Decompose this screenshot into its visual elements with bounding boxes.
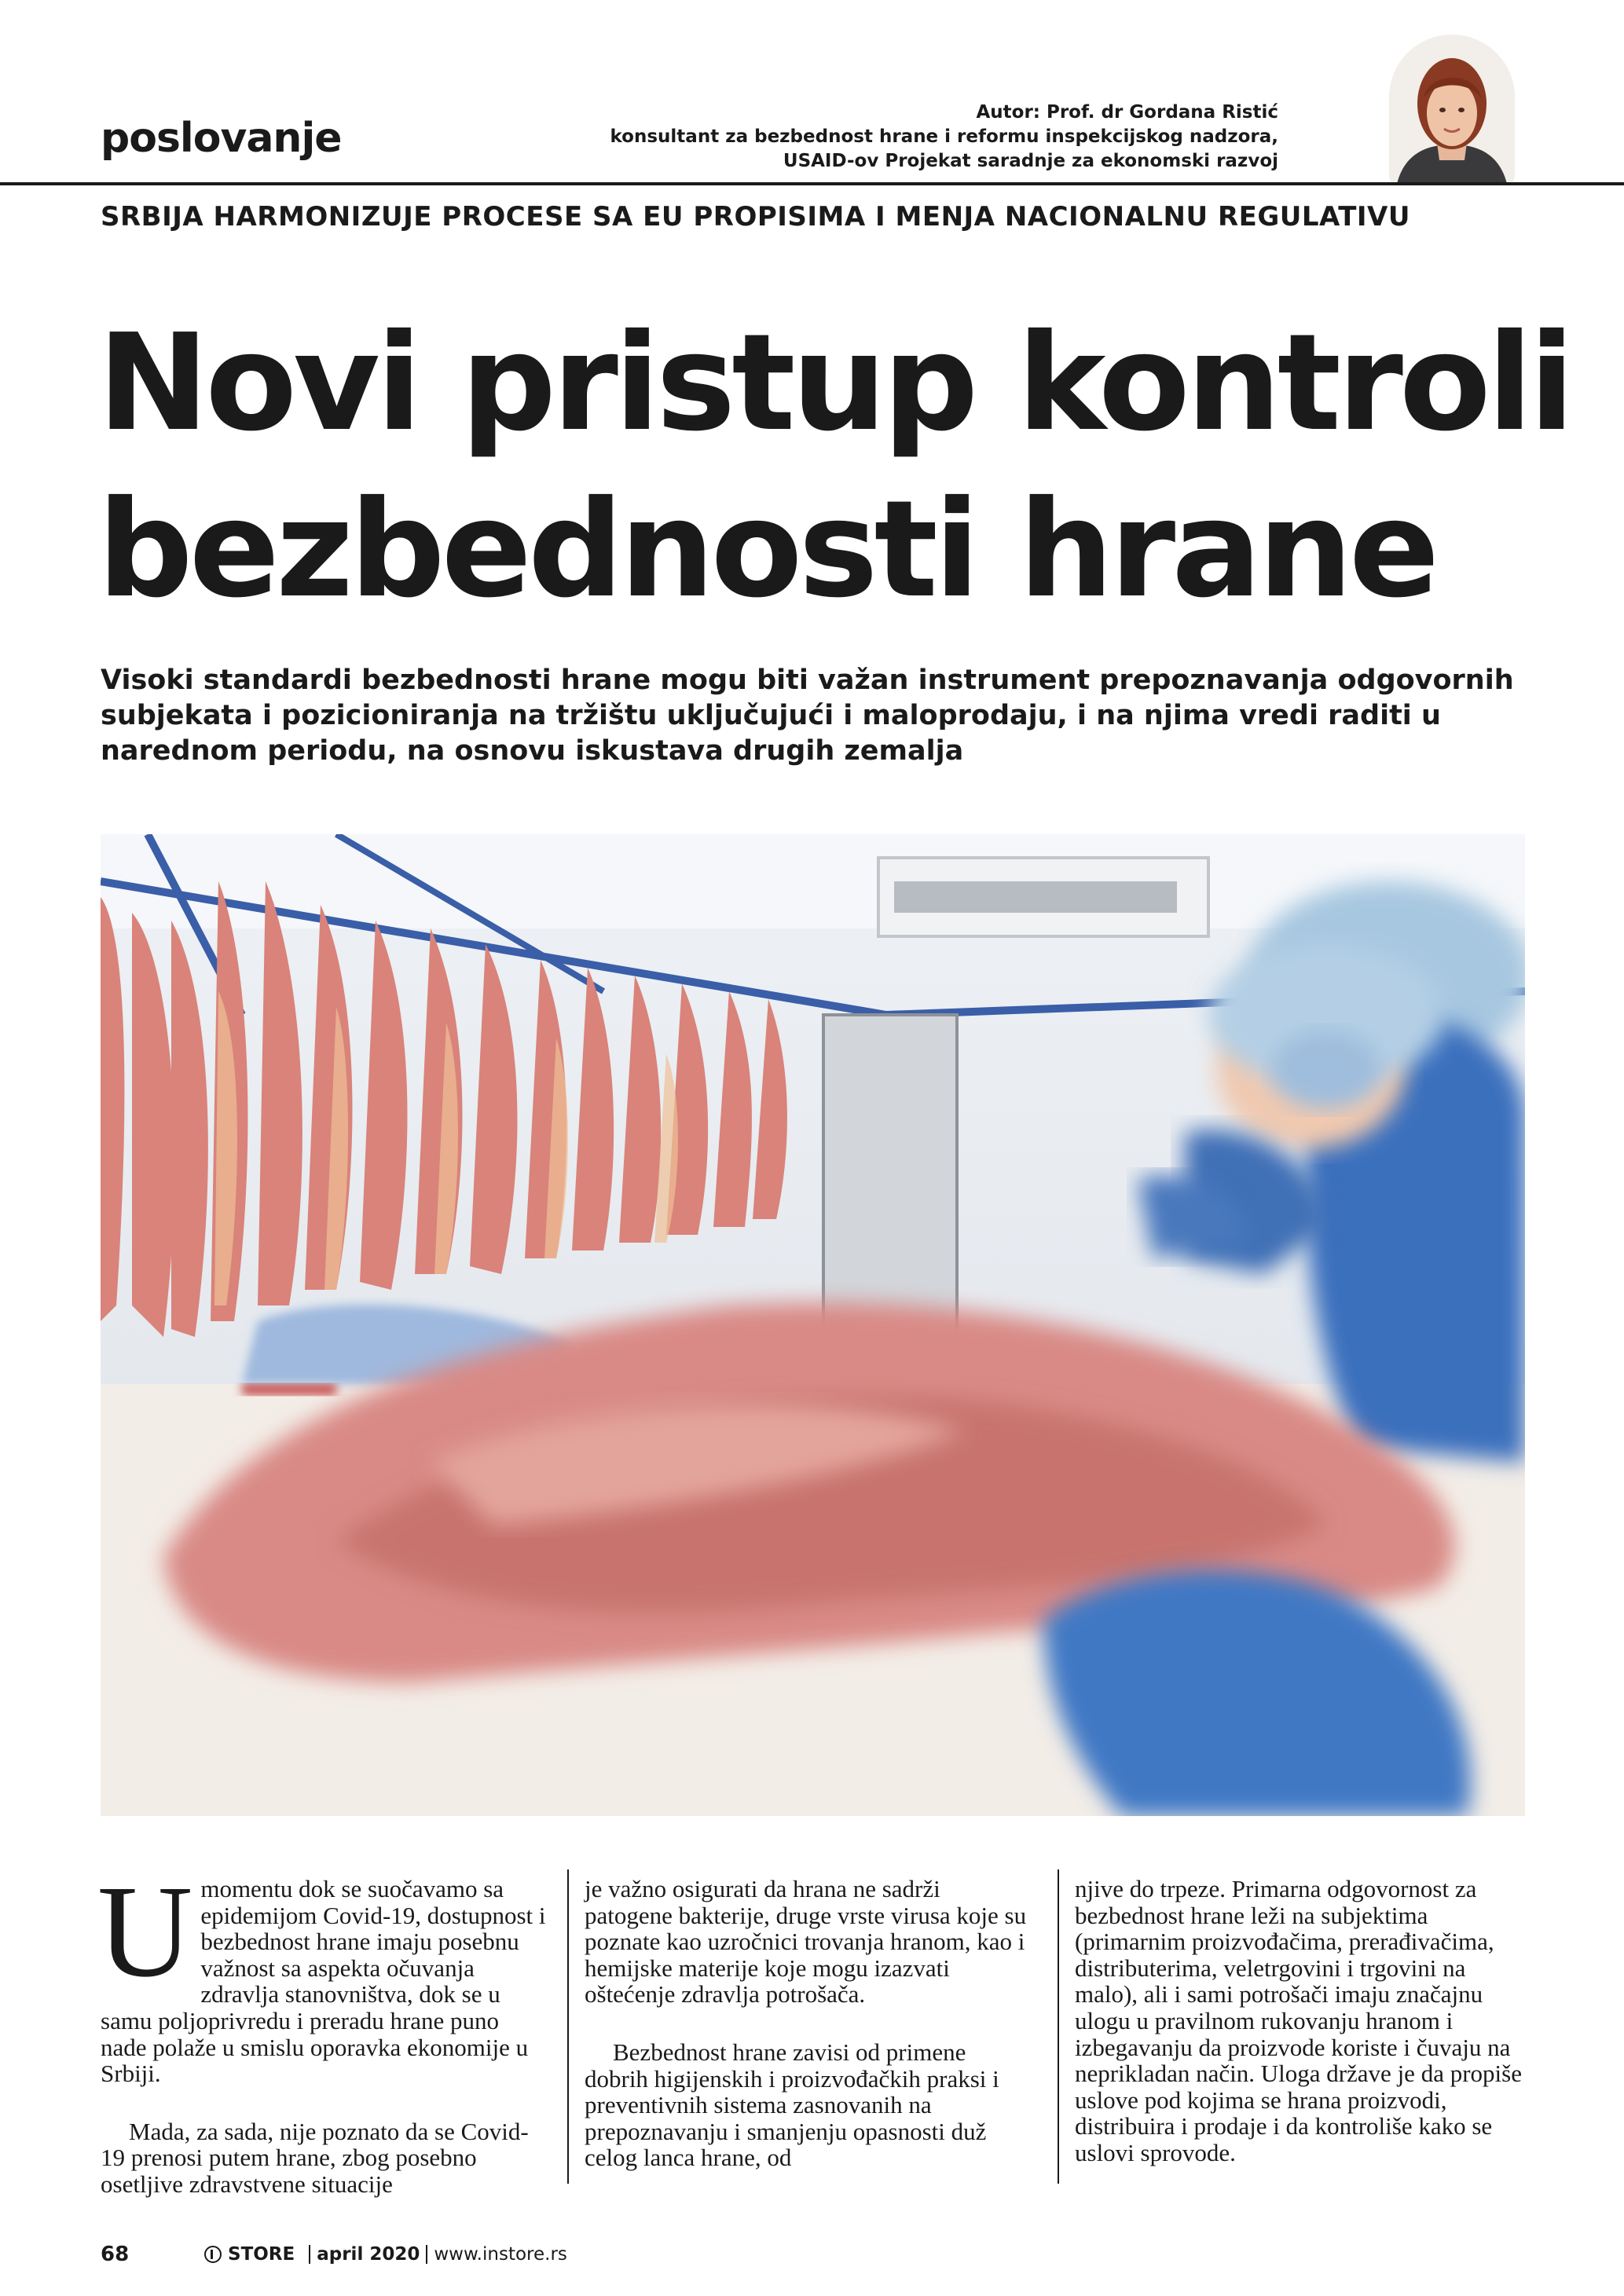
article-column-3 — [1075, 1876, 1523, 2198]
article-paragraph: Bezbednost hrane zavisi od primene dobrih higijenskih i proizvođačkih praksi i preventivnih sistema zasnovanih na prepoznavanju i smanjenju opasnosti duž celog lanca hrane, od — [585, 2038, 999, 2172]
footer-separator — [426, 2245, 427, 2264]
headline-line-2: bezbednosti hrane — [97, 472, 1436, 628]
article-paragraph: njive do trpeze. Primarna odgovornost za bezbednost hrane leži na subjektima (primarnim proizvođačima, prerađivačima, distributerima, veletrgovini i trgovini na malo), ali i sami potrošači imaju značajnu ulogu u pravilnom rukovanju hranom i izbegavanju da proizvode koriste i čuvaju na neprikladan način. Uloga države je da propiše uslove pod kojima se hrana proizvodi, distribuira i prodaje i da kontroliše kako se uslovi sprovode. — [1075, 1875, 1522, 2166]
lead-paragraph: Visoki standardi bezbednosti hrane mogu biti važan instrument prepoznavanja odgovornih subjekata i pozicioniranja na tržištu uključujući i maloprodaju, i na njima vredi raditi u narednom periodu, na osnovu iskustava drugih zemalja — [101, 665, 1514, 767]
headline — [97, 300, 1590, 633]
page-number: 68 — [101, 2243, 130, 2266]
brand-name: STORE — [228, 2244, 295, 2265]
article-text: momentu dok se suočavamo sa epidemijom Covid-19, dostupnost i bezbednost hrane imaju posebnu važnost sa aspekta očuvanja zdravlja stanovništva, dok se u samu poljoprivredu i preradu hrane puno nade polaže u smislu oporavka ekonomije u Srbiji. — [101, 1875, 546, 2088]
article-paragraph: Mada, za sada, nije poznato da se Covid-19 prenosi putem hrane, zbog posebno osetljive zdravstvene situacije — [101, 2117, 529, 2198]
header-rule — [0, 182, 1624, 185]
author-photo — [1389, 35, 1515, 184]
author-role: konsultant za bezbednost hrane i reformu inspekcijskog nadzora, — [610, 126, 1278, 147]
author-name: Autor: Prof. dr Gordana Ristić — [976, 102, 1278, 123]
hero-photo — [101, 834, 1525, 1816]
section-label: poslovanje — [101, 115, 342, 162]
website-link[interactable]: www.instore.rs — [434, 2244, 567, 2265]
author-block — [571, 101, 1278, 174]
footer-separator — [309, 2245, 310, 2264]
headline-line-1: Novi pristup kontroli — [97, 306, 1571, 461]
kicker: SRBIJA HARMONIZUJE PROCESE SA EU PROPISIMA I MENJA NACIONALNU REGULATIVU — [101, 201, 1410, 233]
page-footer — [101, 2240, 567, 2269]
drop-cap: U — [97, 1858, 193, 2005]
issue-date: april 2020 — [317, 2244, 420, 2265]
article-column-1 — [97, 1858, 548, 2229]
column-divider — [567, 1869, 569, 2184]
article-paragraph: je važno osigurati da hrana ne sadrži patogene bakterije, druge vrste virusa koje su poznate kao uzročnici trovanja hranom, kao i hemijske materije koje mogu izazvati oštećenje zdravlja potrošača. — [585, 1875, 1027, 2009]
author-organization: USAID-ov Projekat saradnje za ekonomski razvoj — [783, 151, 1278, 171]
article-paragraph — [97, 1858, 548, 2088]
article-column-2 — [585, 1876, 1032, 2203]
column-divider — [1058, 1869, 1059, 2184]
brand-logo-icon — [204, 2246, 222, 2263]
